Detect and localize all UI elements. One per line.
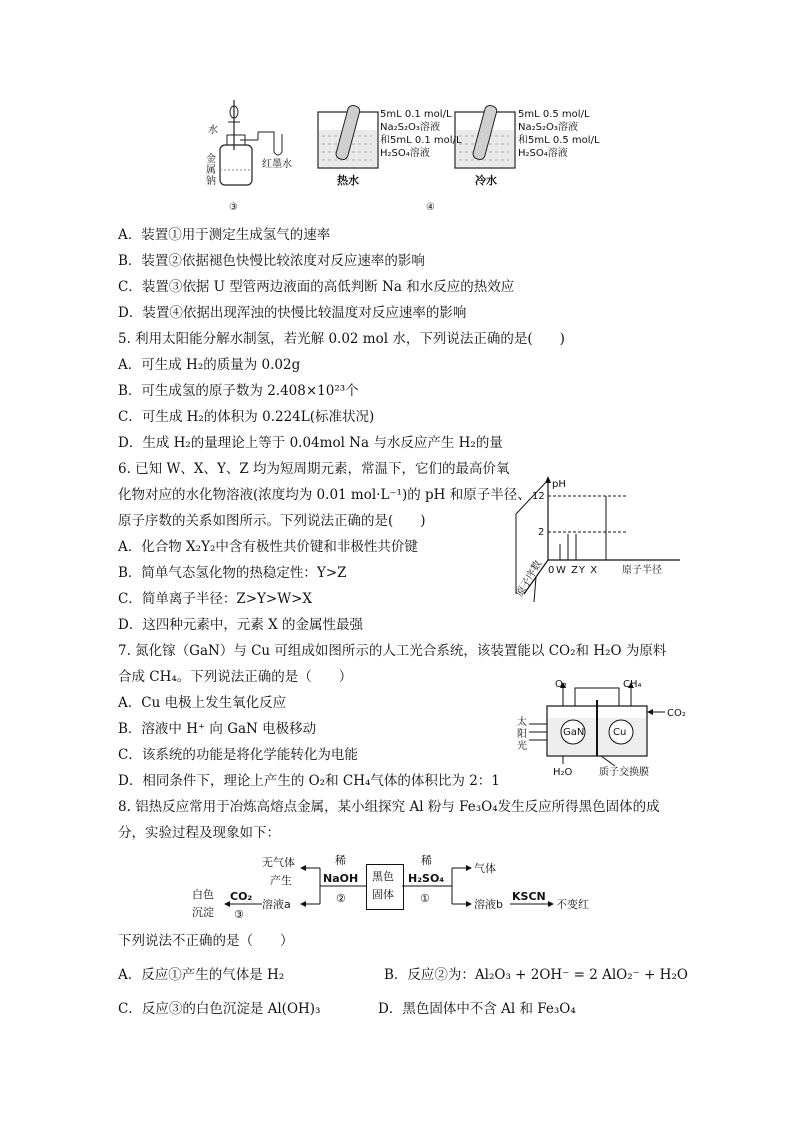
circle-3-label: ③ [234, 908, 244, 921]
q6-chart-radius-label: 原子半径 [622, 565, 662, 576]
q5-option-b: B．可生成氢的原子数为 2.408×10²³个 [118, 383, 359, 399]
precipitate-label: 沉淀 [192, 906, 214, 919]
hot-water-label: 热水 [337, 174, 359, 187]
water-label: 水 [208, 125, 218, 136]
sodium-label: 金属钠 [206, 154, 216, 187]
q6-option-d: D．这四种元素中，元素 X 的金属性最强 [118, 617, 364, 633]
q5-stem: 5. 利用太阳能分解水制氢，若光解 0.02 mol 水，下列说法正确的是( ) [118, 331, 565, 347]
cold-solution-2: Na₂S₂O₃溶液 [518, 122, 578, 133]
q8-option-d: D．黑色固体中不含 Al 和 Fe₃O₄ [378, 1001, 576, 1017]
q6-chart-xlabels: W ZY X [556, 565, 599, 576]
q4-option-a: A．装置①用于测定生成氢气的速率 [118, 227, 331, 243]
dilute-label-1: 稀 [335, 854, 346, 867]
no-gas-label-1: 无气体 [262, 856, 295, 869]
q8-option-a: A．反应①产生的气体是 H₂ [118, 967, 285, 983]
circle-1-label: ① [420, 892, 430, 905]
circle-2-label: ② [336, 892, 346, 905]
q7-option-b: B．溶液中 H⁺ 向 GaN 电极移动 [118, 721, 317, 737]
figure-3-4 [200, 90, 600, 215]
dilute-label-2: 稀 [421, 854, 432, 867]
q6-chart-y2: 2 [538, 527, 545, 538]
q7-ch4-label: CH₄ [623, 679, 642, 690]
q6-ph-chart [510, 472, 690, 617]
q8-flow-diagram [190, 850, 610, 924]
black-solid-label-2: 固体 [372, 888, 394, 901]
q6-stem-line2: 化物对应的水化物溶液(浓度均为 0.01 mol·L⁻¹)的 pH 和原子半径、 [118, 487, 531, 503]
q7-option-a: A．Cu 电极上发生氧化反应 [118, 695, 287, 711]
q7-stem-line2: 合成 CH₄。下列说法正确的是（ ） [118, 669, 353, 685]
q8-stem-line1: 8. 铝热反应常用于冶炼高熔点金属，某小组探究 Al 粉与 Fe₃O₄发生反应所得黑色固体的成 [118, 799, 660, 815]
h2so4-label: H₂SO₄ [408, 872, 445, 885]
q7-h2o-label: H₂O [553, 767, 573, 778]
figure-3-label: ③ [229, 202, 238, 213]
q7-option-d: D．相同条件下，理论上产生的 O₂和 CH₄气体的体积比为 2：1 [118, 773, 500, 789]
not-red-label: 不变红 [556, 898, 589, 911]
q7-cell-figure [515, 676, 695, 780]
q6-chart-y12: 12 [532, 491, 545, 502]
q7-co2-label: CO₂ [667, 708, 686, 719]
q4-option-d: D．装置④依据出现浑浊的快慢比较温度对反应速率的影响 [118, 305, 467, 321]
cold-solution-3: 和5mL 0.5 mol/L [518, 135, 600, 146]
q5-option-c: C．可生成 H₂的体积为 0.224L(标准状况) [118, 409, 375, 425]
q8-option-b: B．反应②为：Al₂O₃ + 2OH⁻ = 2 AlO₂⁻ + H₂O [384, 967, 688, 983]
red-ink-label: 红墨水 [262, 159, 292, 170]
naoh-label: NaOH [323, 872, 359, 885]
no-gas-label-2: 产生 [270, 874, 292, 887]
q6-chart-order-label: 原子序数 [514, 558, 545, 599]
cold-solution-4: H₂SO₄溶液 [518, 148, 568, 159]
q6-stem-line1: 6. 已知 W、X、Y、Z 均为短周期元素，常温下，它们的最高价氧 [118, 461, 510, 477]
q7-o2-label: O₂ [555, 679, 567, 690]
white-label: 白色 [192, 888, 214, 901]
q7-gan-label: GaN [563, 727, 585, 738]
hot-solution-3: 和5mL 0.1 mol/L [380, 135, 462, 146]
cold-solution-1: 5mL 0.5 mol/L [518, 109, 590, 120]
q8-ask: 下列说法不正确的是（ ） [118, 933, 294, 949]
q7-sun-char-3: 光 [517, 741, 527, 752]
q7-sun-char-2: 阳 [517, 729, 527, 740]
q8-option-c: C．反应③的白色沉淀是 Al(OH)₃ [118, 1001, 321, 1017]
q6-chart-ph-label: pH [552, 479, 566, 490]
hot-solution-1: 5mL 0.1 mol/L [380, 109, 452, 120]
q6-option-c: C．简单离子半径：Z>Y>W>X [118, 591, 313, 607]
hot-solution-4: H₂SO₄溶液 [380, 148, 430, 159]
q6-chart-x0: 0 [548, 565, 555, 576]
q5-option-d: D．生成 H₂的量理论上等于 0.04mol Na 与水反应产生 H₂的量 [118, 435, 503, 451]
kscn-label: KSCN [512, 890, 546, 903]
q6-option-b: B．简单气态氢化物的热稳定性：Y>Z [118, 565, 347, 581]
black-solid-label-1: 黑色 [372, 870, 394, 883]
q7-cu-label: Cu [613, 727, 627, 738]
q7-option-c: C．该系统的功能是将化学能转化为电能 [118, 747, 358, 763]
co2-label: CO₂ [230, 890, 253, 903]
figure-4-label: ④ [426, 202, 435, 213]
q4-option-b: B．装置②依据褪色快慢比较浓度对反应速率的影响 [118, 253, 425, 269]
hot-solution-2: Na₂S₂O₃溶液 [380, 122, 440, 133]
q4-option-c: C．装置③依据 U 型管两边液面的高低判断 Na 和水反应的热效应 [118, 279, 515, 295]
q7-membrane-label: 质子交换膜 [599, 767, 649, 778]
q7-stem-line1: 7. 氮化镓（GaN）与 Cu 可组成如图所示的人工光合系统，该装置能以 CO₂和 H₂O 为原料 [118, 643, 667, 659]
q8-stem-line2: 分，实验过程及现象如下： [118, 825, 280, 841]
solution-b-label: 溶液b [474, 898, 503, 911]
q6-option-a: A．化合物 X₂Y₂中含有极性共价键和非极性共价键 [118, 539, 418, 555]
cold-water-label: 冷水 [475, 174, 497, 187]
q6-stem-line3: 原子序数的关系如图所示。下列说法正确的是( ) [118, 513, 426, 529]
q7-sun-char-1: 太 [517, 717, 527, 728]
gas-label: 气体 [474, 862, 496, 875]
solution-a-label: 溶液a [262, 898, 291, 911]
q5-option-a: A．可生成 H₂的质量为 0.02g [118, 357, 301, 373]
